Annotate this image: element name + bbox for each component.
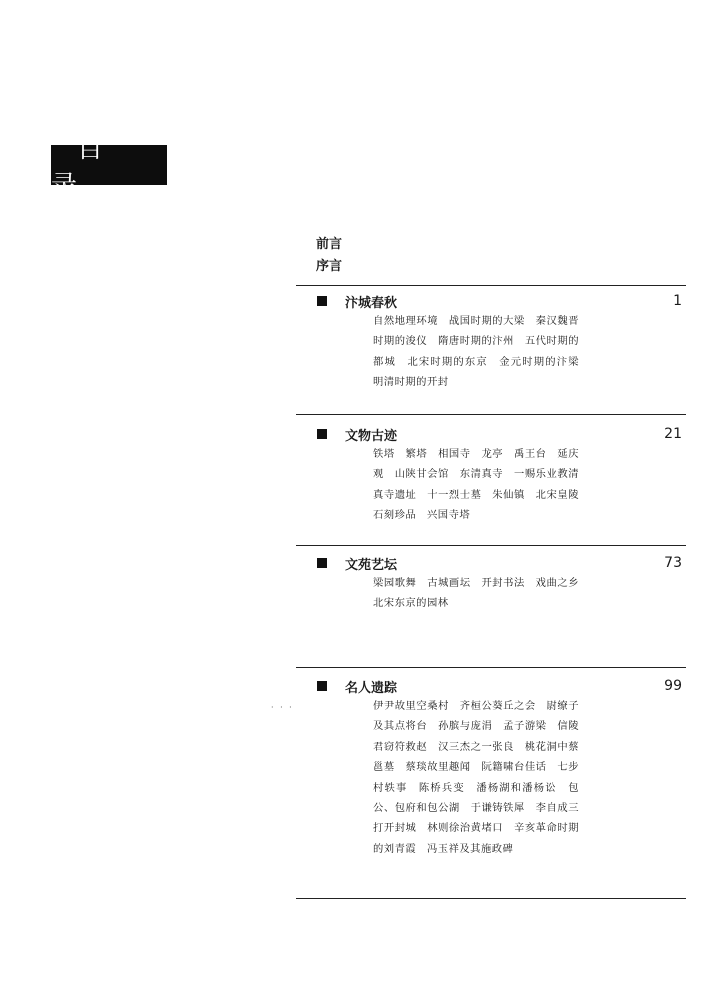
square-bullet-icon bbox=[317, 681, 327, 691]
divider bbox=[296, 285, 686, 286]
section-heading[interactable] bbox=[316, 424, 686, 444]
divider bbox=[296, 545, 686, 546]
toc-section bbox=[316, 676, 686, 859]
square-bullet-icon bbox=[317, 429, 327, 439]
divider bbox=[296, 414, 686, 415]
preface-link[interactable]: 前言 bbox=[316, 237, 343, 252]
contents-title: 目 录 bbox=[51, 145, 167, 185]
section-title: 文苑艺坛 bbox=[345, 557, 398, 573]
square-bullet-icon bbox=[317, 296, 327, 306]
toc-section bbox=[316, 424, 686, 526]
section-page-number: 1 bbox=[673, 293, 682, 309]
section-title: 汴城春秋 bbox=[345, 295, 398, 311]
section-entries: 梁园歌舞 古城画坛 开封书法 戏曲之乡 北宋东京的园林 bbox=[373, 577, 590, 610]
section-title: 名人遗踪 bbox=[345, 680, 398, 696]
section-title: 文物古迹 bbox=[345, 428, 398, 444]
section-entries: 自然地理环境 战国时期的大梁 秦汉魏晋时期的浚仪 隋唐时期的汴州 五代时期的都城 北宋时期的东京 金元时期的汴梁 明清时期的开封 bbox=[373, 315, 590, 389]
section-page-number: 21 bbox=[664, 426, 682, 442]
square-bullet-icon bbox=[317, 558, 327, 568]
foreword-link[interactable]: 序言 bbox=[316, 259, 343, 274]
divider bbox=[296, 898, 686, 899]
toc-section bbox=[316, 553, 686, 614]
section-heading[interactable] bbox=[316, 553, 686, 573]
section-page-number: 73 bbox=[664, 555, 682, 571]
section-entries: 铁塔 繁塔 相国寺 龙亭 禹王台 延庆观 山陕甘会馆 东清真寺 一赐乐业教清真寺遗址 十一烈士墓 朱仙镇 北宋皇陵 石刻珍品 兴国寺塔 bbox=[373, 448, 590, 522]
section-page-number: 99 bbox=[664, 678, 682, 694]
section-heading[interactable] bbox=[316, 676, 686, 696]
toc-section bbox=[316, 291, 686, 393]
divider bbox=[296, 667, 686, 668]
section-entries: 伊尹故里空桑村 齐桓公葵丘之会 尉缭子及其点将台 孙膑与庞涓 孟子游梁 信陵君窃符救赵 汉三杰之一张良 桃花洞中蔡邕墓 蔡琰故里趣闻 阮籍啸台佳话 七步村轶事 陈桥兵变 潘杨湖和潘杨讼 包公、包府和包公湖 于谦铸铁犀 李自成三打开封城 林则徐治黄堵口 辛亥革命时期的刘青霞 冯玉祥及其施政碑 bbox=[373, 700, 579, 855]
scan-mark: · · · bbox=[271, 703, 294, 712]
section-heading[interactable] bbox=[316, 291, 686, 311]
